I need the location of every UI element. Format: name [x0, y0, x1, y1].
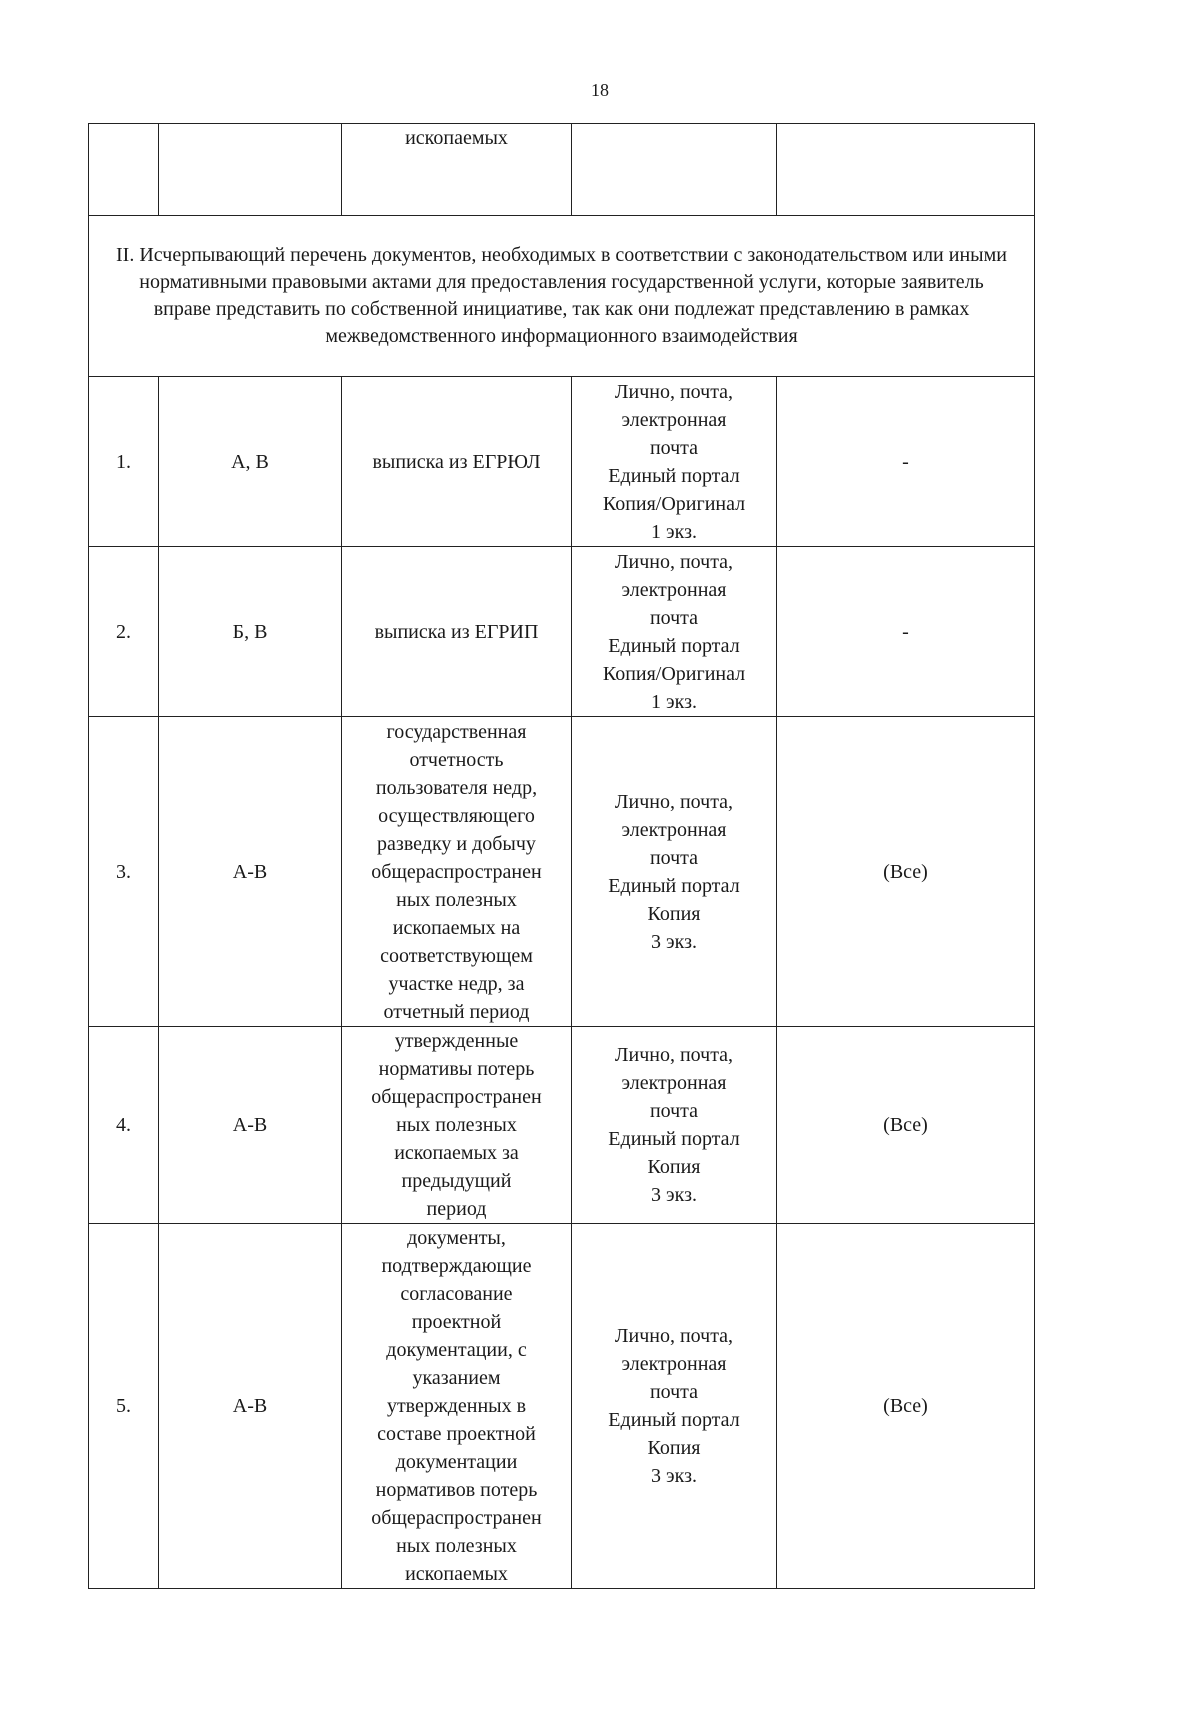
document-line: государственная: [386, 720, 527, 743]
cell-note: [777, 124, 1035, 216]
document-line: пользователя недр,: [375, 776, 538, 799]
cell-category: А-В: [159, 717, 342, 1027]
document-line: согласование: [400, 1283, 513, 1305]
cell-document: [342, 124, 572, 216]
method-line: Единый портал: [608, 874, 740, 897]
table-row: [89, 1027, 1035, 1224]
document-line: общераспространен: [371, 860, 542, 883]
page-number: 18: [591, 80, 609, 100]
document-line: проектной: [411, 1311, 502, 1333]
document-line: участке недр, за: [388, 972, 525, 995]
method-line: 1 экз.: [651, 520, 697, 543]
document-line: период: [426, 1198, 487, 1220]
method-line: Единый портал: [608, 634, 740, 657]
method-line: Копия: [647, 902, 701, 925]
document-line: ископаемых за: [394, 1142, 519, 1164]
document-line: разведку и добычу: [377, 832, 536, 855]
method-line: 3 экз.: [651, 1184, 697, 1206]
method-line: почта: [649, 606, 699, 629]
continuation-row: [89, 124, 1035, 216]
method-line: почта: [649, 436, 699, 459]
cell-method: [572, 547, 777, 717]
method-line: Единый портал: [608, 1409, 740, 1431]
cell-category: А-В: [159, 1027, 342, 1224]
method-line: Единый портал: [608, 464, 740, 487]
method-line: Копия/Оригинал: [602, 662, 746, 685]
cell-num: 1.: [89, 377, 159, 547]
document-line: составе проектной: [377, 1423, 536, 1445]
method-line: Лично, почта,: [614, 550, 734, 573]
cell-method: [572, 124, 777, 216]
method-line: электронная: [621, 1072, 727, 1094]
document-line: осуществляющего: [378, 804, 535, 827]
method-line: Лично, почта,: [614, 1325, 734, 1347]
document-line: нормативы потерь: [378, 1058, 535, 1080]
method-line: 3 экз.: [651, 930, 697, 953]
document-line: ископаемых: [405, 1563, 508, 1585]
cell-note: (Все): [777, 1224, 1035, 1589]
method-line: почта: [649, 1100, 699, 1122]
cell-document: [342, 1224, 572, 1589]
document-line: утвержденных в: [386, 1395, 527, 1417]
document-line: документации, с: [386, 1339, 527, 1361]
method-line: электронная: [621, 578, 727, 601]
method-line: Копия: [647, 1156, 701, 1178]
document-line: общераспространен: [371, 1086, 542, 1108]
method-line: Копия: [647, 1437, 701, 1459]
cell-num: 3.: [89, 717, 159, 1027]
document-line: отчетный период: [383, 1000, 530, 1023]
cell-note: (Все): [777, 1027, 1035, 1224]
cell-method: [572, 1027, 777, 1224]
method-line: почта: [649, 846, 699, 869]
document-line: ных полезных: [396, 888, 517, 911]
method-line: электронная: [621, 408, 727, 431]
document-line: указанием: [412, 1367, 501, 1389]
table-row: [89, 377, 1035, 547]
cell-document: выписка из ЕГРЮЛ: [342, 377, 572, 547]
document-line: документы,: [407, 1227, 506, 1249]
document-line: общераспространен: [371, 1507, 542, 1529]
document-line: нормативов потерь: [375, 1479, 538, 1501]
table-row: [89, 1224, 1035, 1589]
method-line: Лично, почта,: [614, 380, 734, 403]
cell-document: выписка из ЕГРИП: [342, 547, 572, 717]
documents-table: [88, 123, 1035, 1589]
method-line: Единый портал: [608, 1128, 740, 1150]
cell-category: А, В: [159, 377, 342, 547]
table-row: [89, 547, 1035, 717]
cell-num: 4.: [89, 1027, 159, 1224]
method-line: 3 экз.: [651, 1465, 697, 1487]
continuation-text: ископаемых: [405, 127, 508, 149]
method-line: Копия/Оригинал: [602, 492, 746, 515]
document-line: документации: [395, 1451, 518, 1473]
method-line: Лично, почта,: [614, 1044, 734, 1066]
cell-note: -: [777, 547, 1035, 717]
section-heading: II. Исчерпывающий перечень документов, необходимых в соответствии с законодательством или иными нормативными правовыми актами для предоставления государственной услуги, которые заявитель вправе представить по собственной инициативе, так как они подлежат представлению в рамках межведомственного информационного взаимодействия: [89, 216, 1035, 377]
document-line: отчетность: [409, 748, 504, 771]
cell-method: [572, 1224, 777, 1589]
cell-note: (Все): [777, 717, 1035, 1027]
table-row: [89, 717, 1035, 1027]
cell-category: А-В: [159, 1224, 342, 1589]
section-row: [89, 216, 1035, 377]
method-line: почта: [649, 1381, 699, 1403]
method-line: 1 экз.: [651, 690, 697, 713]
document-line: ных полезных: [396, 1535, 517, 1557]
cell-category: Б, В: [159, 547, 342, 717]
cell-category: [159, 124, 342, 216]
cell-document: [342, 717, 572, 1027]
document-line: ископаемых на: [392, 916, 521, 939]
cell-method: [572, 377, 777, 547]
cell-num: 2.: [89, 547, 159, 717]
document-line: соответствующем: [380, 944, 533, 967]
document-line: ных полезных: [396, 1114, 517, 1136]
document-line: подтверждающие: [381, 1255, 532, 1277]
document-line: предыдущий: [401, 1170, 512, 1192]
cell-note: -: [777, 377, 1035, 547]
cell-num: 5.: [89, 1224, 159, 1589]
method-line: Лично, почта,: [614, 790, 734, 813]
document-line: утвержденные: [394, 1030, 519, 1052]
method-line: электронная: [621, 1353, 727, 1375]
method-line: электронная: [621, 818, 727, 841]
cell-num: [89, 124, 159, 216]
cell-method: [572, 717, 777, 1027]
cell-document: [342, 1027, 572, 1224]
